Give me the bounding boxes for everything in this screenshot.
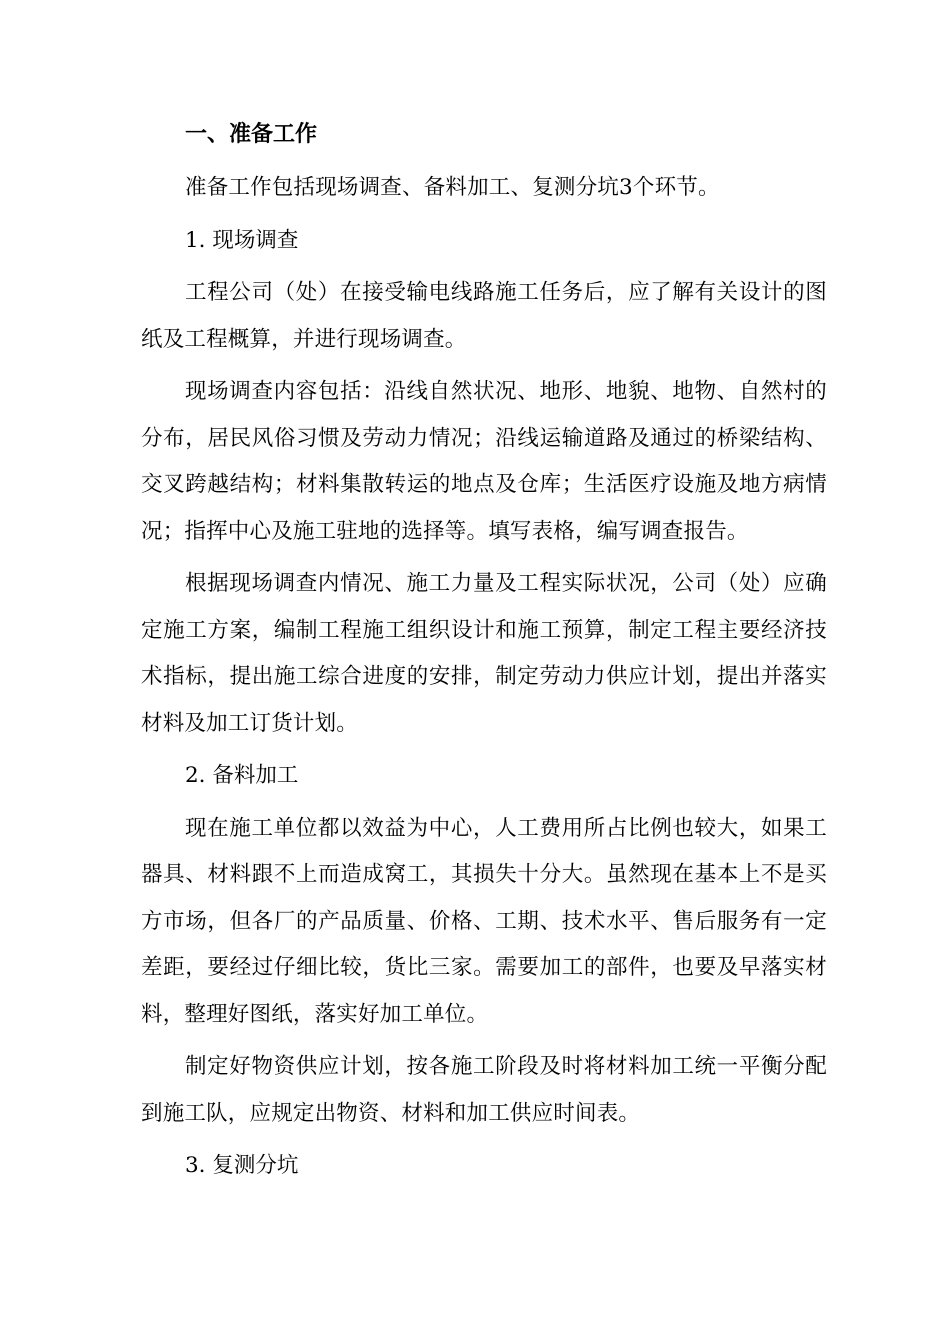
paragraph-supply-plan: 制定好物资供应计划，按各施工阶段及时将材料加工统一平衡分配到施工队，应规定出物资、材料和加工供应时间表。 — [141, 1054, 827, 1126]
document-body — [141, 113, 827, 1196]
intro-paragraph: 准备工作包括现场调查、备料加工、复测分坑3个环节。 — [185, 175, 720, 200]
paragraph-materials-efficiency: 现在施工单位都以效益为中心，人工费用所占比例也较大，如果工器具、材料跟不上而造成窝工，其损失十分大。虽然现在基本上不是买方市场，但各厂的产品质量、价格、工期、技术水平、售后服务有一定差距，要经过仔细比较，货比三家。需要加工的部件，也要及早落实材料，整理好图纸，落实好加工单位。 — [141, 815, 827, 1027]
subsection-heading-resurvey: 3. 复测分坑 — [185, 1153, 299, 1178]
paragraph-construction-plan: 根据现场调查内情况、施工力量及工程实际状况，公司（处）应确定施工方案，编制工程施工组织设计和施工预算，制定工程主要经济技术指标，提出施工综合进度的安排，制定劳动力供应计划，提出并落实材料及加工订货计划。 — [141, 571, 827, 736]
section-title: 一、准备工作 — [185, 122, 318, 147]
subsection-heading-site-survey: 1. 现场调查 — [185, 227, 299, 253]
paragraph-survey-contents: 现场调查内容包括：沿线自然状况、地形、地貌、地物、自然村的分布，居民风俗习惯及劳动力情况；沿线运输道路及通过的桥梁结构、交叉跨越结构；材料集散转运的地点及仓库；生活医疗设施及地方病情况；指挥中心及施工驻地的选择等。填写表格，编写调查报告。 — [141, 379, 827, 544]
subsection-heading-materials: 2. 备料加工 — [185, 763, 299, 788]
paragraph-survey-task: 工程公司（处）在接受输电线路施工任务后，应了解有关设计的图纸及工程概算，并进行现场调查。 — [141, 280, 827, 352]
